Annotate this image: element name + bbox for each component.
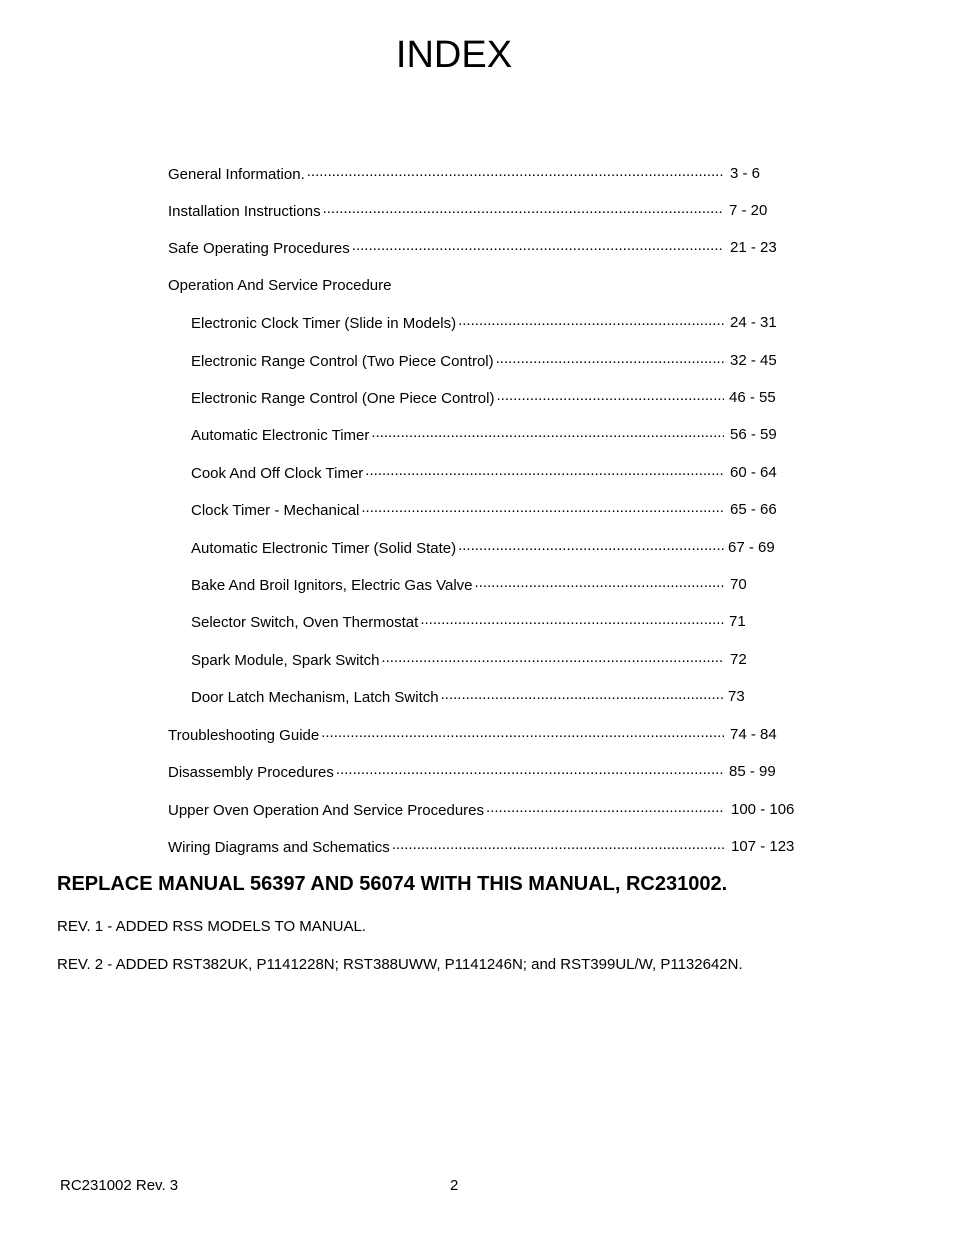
toc-page-range: 21 - 23: [730, 239, 777, 256]
dot-leader: [392, 838, 724, 852]
dot-leader: [381, 651, 724, 665]
toc-page-range: 46 - 55: [729, 389, 776, 406]
toc-page-range: 73: [728, 688, 745, 705]
dot-leader: [365, 464, 724, 478]
toc-entry-label: Automatic Electronic Timer: [191, 427, 370, 444]
toc-page-range: 56 - 59: [730, 426, 777, 443]
toc-section-operation-and-service: [168, 277, 724, 295]
toc-entry-disassembly-procedures[interactable]: [168, 763, 724, 782]
toc-entry-electronic-clock-timer[interactable]: [191, 314, 724, 333]
toc-entry-general-information[interactable]: [168, 165, 724, 184]
toc-page-range: 72: [730, 651, 747, 668]
toc-page-range: 70: [730, 576, 747, 593]
toc-page-range: 7 - 20: [729, 202, 768, 219]
toc-page-range: 100 - 106: [731, 801, 795, 818]
dot-leader: [458, 539, 724, 553]
revision-note: REV. 1 - ADDED RSS MODELS TO MANUAL.: [57, 918, 366, 935]
toc-entry-label: Safe Operating Procedures: [168, 240, 350, 257]
toc-entry-selector-switch[interactable]: [191, 613, 724, 632]
toc-entry-automatic-electronic-timer[interactable]: [191, 426, 724, 445]
dot-leader: [486, 801, 724, 815]
toc-entry-wiring-diagrams[interactable]: [168, 838, 724, 857]
toc-entry-label: General Information.: [168, 166, 305, 183]
toc-page-range: 60 - 64: [730, 464, 777, 481]
toc-page-range: 74 - 84: [730, 726, 777, 743]
toc-page-range: 3 - 6: [730, 165, 761, 182]
dot-leader: [420, 613, 724, 627]
toc-entry-label: Door Latch Mechanism, Latch Switch: [191, 689, 439, 706]
footer-page-number: 2: [450, 1177, 459, 1194]
dot-leader: [321, 726, 724, 740]
dot-leader: [336, 763, 724, 777]
toc-entry-automatic-electronic-timer-solid-state[interactable]: [191, 539, 724, 558]
toc-page-range: 67 - 69: [728, 539, 775, 556]
dot-leader: [496, 389, 724, 403]
toc-entry-label: Selector Switch, Oven Thermostat: [191, 614, 419, 631]
toc-entry-label: Wiring Diagrams and Schematics: [168, 839, 390, 856]
toc-entry-label: Bake And Broil Ignitors, Electric Gas Valve: [191, 577, 473, 594]
dot-leader: [496, 352, 724, 366]
toc-entry-door-latch-mechanism[interactable]: [191, 688, 724, 707]
dot-leader: [361, 501, 724, 515]
toc-entry-label: Troubleshooting Guide: [168, 727, 320, 744]
toc-entry-upper-oven-operation[interactable]: [168, 801, 724, 820]
toc-page-range: 32 - 45: [730, 352, 777, 369]
toc-entry-label: Installation Instructions: [168, 203, 321, 220]
toc-page-range: 71: [729, 613, 746, 630]
footer-doc-id: RC231002 Rev. 3: [60, 1177, 179, 1194]
toc-entry-electronic-range-control-two-piece[interactable]: [191, 352, 724, 371]
dot-leader: [441, 688, 724, 702]
toc-page-range: 65 - 66: [730, 501, 777, 518]
toc-entry-label: Spark Module, Spark Switch: [191, 652, 380, 669]
toc-entry-label: Upper Oven Operation And Service Procedures: [168, 802, 485, 819]
page-title: INDEX: [395, 34, 513, 76]
dot-leader: [307, 165, 724, 179]
toc-entry-troubleshooting-guide[interactable]: [168, 726, 724, 745]
toc-entry-installation-instructions[interactable]: [168, 202, 724, 221]
toc-page-range: 107 - 123: [731, 838, 795, 855]
toc-entry-label: Automatic Electronic Timer (Solid State): [191, 540, 457, 557]
toc-entry-label: Cook And Off Clock Timer: [191, 465, 364, 482]
toc-entry-bake-and-broil-ignitors[interactable]: [191, 576, 724, 595]
toc-section-heading: Operation And Service Procedure: [168, 277, 392, 294]
dot-leader: [323, 202, 724, 216]
revision-note: REV. 2 - ADDED RST382UK, P1141228N; RST388UWW, P1141246N; and RST399UL/W, P1132642N.: [57, 956, 743, 973]
toc-entry-cook-and-off-clock-timer[interactable]: [191, 464, 724, 483]
dot-leader: [371, 426, 724, 440]
toc-entry-label: Clock Timer - Mechanical: [191, 502, 360, 519]
toc-entry-clock-timer-mechanical[interactable]: [191, 501, 724, 520]
toc-entry-label: Electronic Range Control (One Piece Control): [191, 390, 495, 407]
toc-entry-electronic-range-control-one-piece[interactable]: [191, 389, 724, 408]
toc-entry-label: Electronic Range Control (Two Piece Control): [191, 353, 494, 370]
dot-leader: [352, 239, 724, 253]
toc-entry-safe-operating-procedures[interactable]: [168, 239, 724, 258]
dot-leader: [458, 314, 724, 328]
toc-entry-spark-module[interactable]: [191, 651, 724, 670]
toc-entry-label: Electronic Clock Timer (Slide in Models): [191, 315, 457, 332]
toc-page-range: 24 - 31: [730, 314, 777, 331]
dot-leader: [475, 576, 724, 590]
replace-manual-notice: REPLACE MANUAL 56397 AND 56074 WITH THIS MANUAL, RC231002.: [57, 873, 728, 895]
toc-page-range: 85 - 99: [729, 763, 776, 780]
toc-entry-label: Disassembly Procedures: [168, 764, 334, 781]
